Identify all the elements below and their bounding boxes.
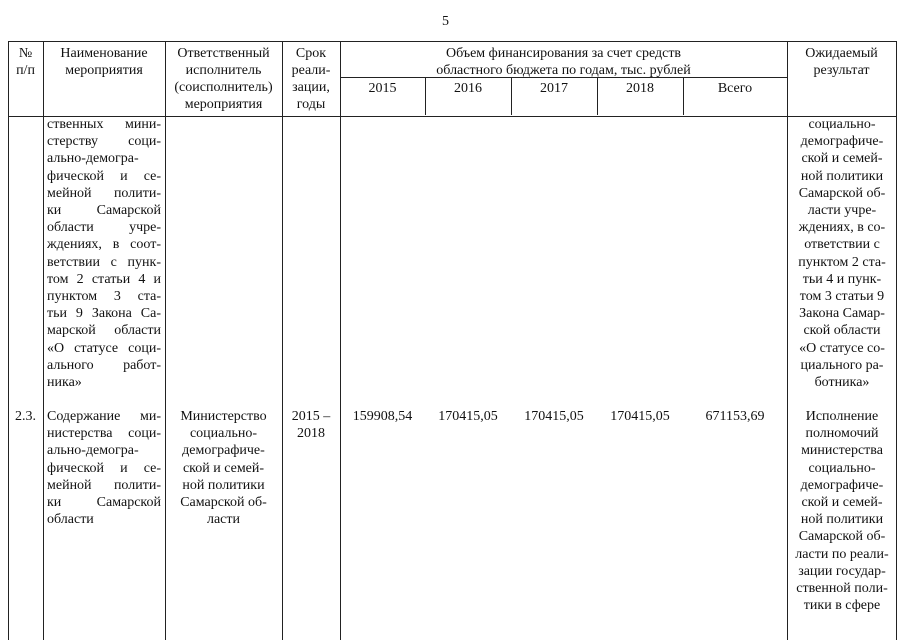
text-line: демографиче- (182, 443, 265, 459)
page-number: 5 (442, 14, 449, 29)
col-divider (787, 41, 788, 640)
header-responsible: Ответственный исполнитель (соисполнитель) мероприятия (174, 46, 273, 112)
text-line: тики в сфере (803, 598, 881, 614)
text-line: ной политики (800, 168, 884, 184)
text-line: министерства (801, 443, 883, 459)
text-line: ной политики (800, 512, 884, 528)
text-line: ждениях, в со- (798, 220, 886, 236)
text-line: тьи 9 Закона Са- (47, 306, 161, 322)
text-line: том 3 статьи 9 (799, 289, 885, 305)
text-line: циального ра- (800, 357, 884, 373)
text-line: тьи 4 и пунк- (802, 271, 882, 287)
col-divider (340, 41, 341, 640)
text-line: ки Самарской (47, 495, 161, 511)
text-line: ально-демогра- (47, 443, 139, 459)
col-divider (282, 41, 283, 640)
header-number: № п/п (16, 46, 35, 78)
header-total: Всего (717, 81, 753, 96)
continued-row-result (790, 116, 894, 391)
header-result: Ожидаемый результат (805, 46, 878, 78)
text-line: ственной поли- (796, 581, 888, 597)
header-period: Срок реали- зации, годы (291, 46, 331, 112)
row-value-2018: 170415,05 (610, 409, 670, 424)
header-year-2016: 2016 (454, 81, 482, 96)
row-number: 2.3. (15, 409, 36, 424)
text-line: ответствии с (804, 237, 880, 253)
text-line: ально-демогра- (47, 151, 139, 167)
text-line: ласти (206, 512, 241, 528)
text-line: ботника» (814, 375, 870, 391)
col-divider (43, 41, 44, 640)
text-line: ждениях, в соот- (47, 237, 161, 253)
text-line: ской области (803, 323, 881, 339)
text-line: социально- (189, 426, 258, 442)
text-line: ласти учре- (807, 203, 877, 219)
row-value-total: 671153,69 (705, 409, 765, 424)
text-line: стерству соци- (47, 134, 161, 150)
text-line: ной политики (182, 477, 265, 493)
text-line: ального работ- (47, 357, 161, 373)
text-line: фической и се- (47, 460, 161, 476)
row-value-2015: 159908,54 (352, 409, 413, 424)
text-line: «О статусе соци- (47, 340, 161, 356)
text-line: ской и семей- (182, 460, 265, 476)
text-line: демографиче- (800, 134, 884, 150)
text-line: том 2 статьи 4 и (47, 271, 161, 287)
text-line: демографиче- (800, 477, 884, 493)
header-financing: Объем финансирования за счет средств областного бюджета по годам, тыс. рублей (436, 46, 691, 78)
text-line: марской области (47, 323, 161, 339)
text-line: нистерства соци- (47, 426, 161, 442)
header-year-2017: 2017 (540, 81, 568, 96)
text-line: зации государ- (798, 563, 886, 579)
text-line: социально- (808, 117, 876, 132)
text-line: Самарской об- (180, 495, 267, 511)
text-line: Самарской об- (798, 185, 886, 201)
text-line: фической и се- (47, 168, 161, 184)
text-line: мейной полити- (47, 185, 161, 201)
row-responsible (168, 408, 279, 528)
text-line: пунктом 3 ста- (47, 289, 161, 305)
row-name (47, 408, 161, 528)
text-line: мейной полити- (47, 477, 161, 493)
row-value-2017: 170415,05 (524, 409, 584, 424)
text-line: ветствии с пунк- (47, 254, 161, 270)
row-period (283, 408, 339, 442)
text-line: Закона Самар- (799, 306, 885, 322)
text-line: «О статусе со- (799, 340, 885, 356)
text-line: ласти по реали- (795, 546, 889, 562)
text-line: социально- (808, 460, 876, 476)
text-line: Самарской об- (798, 529, 886, 545)
continued-row-name (47, 116, 161, 391)
text-line: Министерство (180, 409, 267, 424)
header-year-2018: 2018 (626, 81, 654, 96)
text-line: 2018 (297, 426, 325, 442)
text-line: ника» (47, 375, 82, 391)
text-line: пунктом 2 ста- (798, 254, 886, 270)
text-line: полномочий (805, 426, 879, 442)
header-year-2015: 2015 (368, 81, 397, 96)
header-name: Наименование мероприятия (60, 46, 148, 78)
text-line: ственных мини- (47, 117, 161, 132)
text-line: Содержание ми- (47, 409, 161, 424)
text-line: ской и семей- (801, 151, 883, 167)
text-line: Исполнение (805, 409, 879, 424)
text-line: области учре- (47, 220, 161, 236)
col-divider (165, 41, 166, 640)
text-line: 2015 – (291, 409, 331, 424)
text-line: области (47, 512, 94, 528)
row-result (790, 408, 894, 614)
text-line: ки Самарской (47, 203, 161, 219)
row-value-2016: 170415,05 (438, 409, 498, 424)
text-line: ской и семей- (801, 495, 883, 511)
col-divider (8, 41, 9, 640)
